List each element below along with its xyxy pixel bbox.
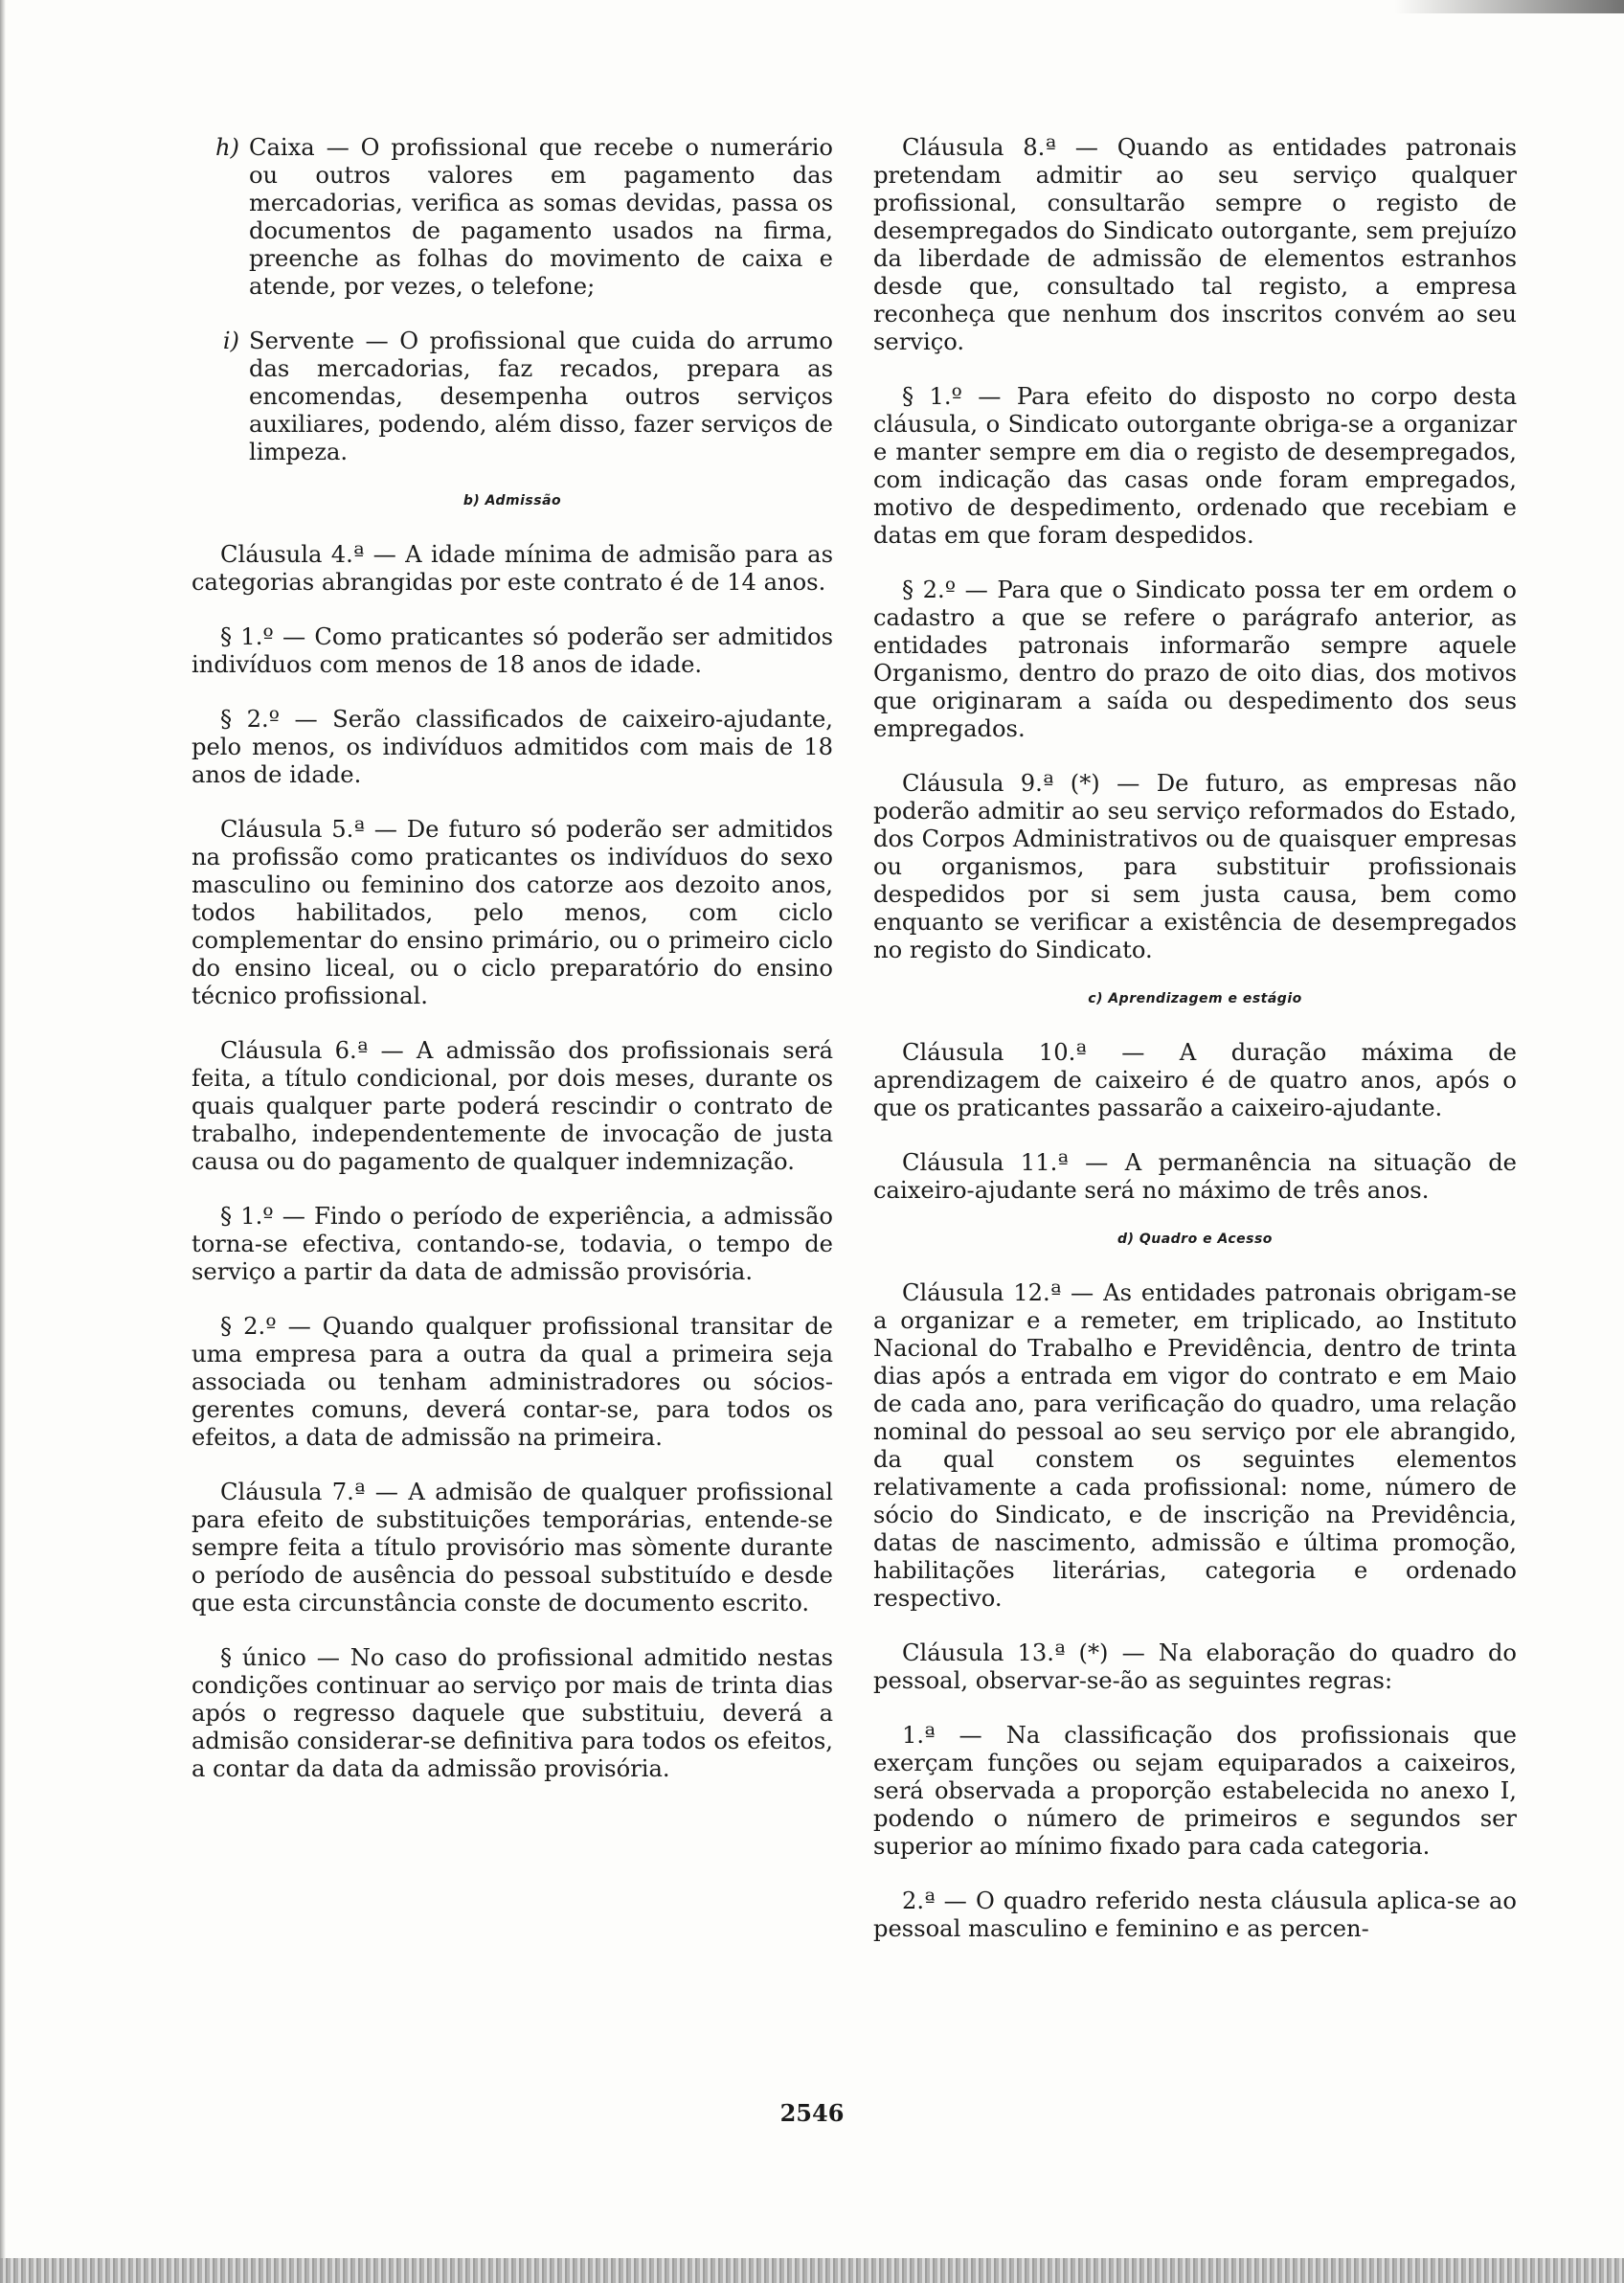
clause-paragraph: Cláusula 10.ª — A duração máxima de aprendizagem de caixeiro é de quatro anos, após o que os praticantes passarão a caixeiro-ajudante. xyxy=(873,1039,1517,1121)
clause-paragraph: Cláusula 7.ª — A admisão de qualquer profissional para efeito de substituições temporárias, entende-se sempre feita a título provisório mas sòmente durante o período de ausência do pessoal substituído e desde que esta circunstância conste de documento escrito. xyxy=(192,1479,833,1616)
clause-paragraph: § 1.º — Para efeito do disposto no corpo desta cláusula, o Sindicato outorgante obriga-se a organizar e manter sempre em dia o registo de desempregados, com indicação das casas onde foram empregados, motivo de despedimento, ordenado que recebiam e datas em que foram despedidos. xyxy=(873,383,1517,549)
scan-shadow xyxy=(1394,0,1624,13)
right-column xyxy=(873,134,1517,1970)
section-heading-admissao: b) Admissão xyxy=(462,493,562,509)
list-item-i xyxy=(192,328,833,466)
list-item-text: Servente — O profissional que cuida do arrumo das mercadorias, faz recados, prepara as encomendas, desempenha outros serviços auxiliares, podendo, além disso, fazer serviços de limpeza. xyxy=(249,328,833,465)
section-heading-quadro: d) Quadro e Acesso xyxy=(1117,1232,1273,1247)
page-number: 2546 xyxy=(779,2099,845,2127)
clause-paragraph: § único — No caso do profissional admitido nestas condições continuar ao serviço por mais de trinta dias após o regresso daquele que substituiu, deverá a admisão considerar-se definitiva para todos os efeitos, a contar da data da admissão provisória. xyxy=(192,1644,833,1782)
clause-paragraph: § 1.º — Findo o período de experiência, a admissão torna-se efectiva, contando-se, todavia, o tempo de serviço a partir da data de admissão provisória. xyxy=(192,1203,833,1285)
clause-paragraph: Cláusula 8.ª — Quando as entidades patronais pretendam admitir ao seu serviço qualquer profissional, consultarão sempre o registo de desempregados do Sindicato outorgante, sem prejuízo da liberdade de admissão de elementos estranhos desde que, consultado tal registo, a empresa reconheça que nenhum dos inscritos convém ao seu serviço. xyxy=(873,134,1517,355)
list-marker: i) xyxy=(222,328,239,354)
clause-paragraph: Cláusula 12.ª — As entidades patronais obrigam-se a organizar e a remeter, em triplicado, ao Instituto Nacional do Trabalho e Previdência, dentro de trinta dias após a entrada em vigor do contrato e em Maio de cada ano, para verificação do quadro, uma relação nominal do pessoal ao seu serviço por ele abrangido, da qual constem os seguintes elementos relativamente a cada profissional: nome, número de sócio do Sindicato, e de inscrição na Previdência, datas de nascimento, admissão e última promoção, habilitações literárias, categoria e ordenado respectivo. xyxy=(873,1279,1517,1612)
left-column xyxy=(192,134,833,1810)
section-heading-aprendizagem: c) Aprendizagem e estágio xyxy=(1088,991,1302,1006)
clause-paragraph: Cláusula 9.ª (*) — De futuro, as empresas não poderão admitir ao seu serviço reformados do Estado, dos Corpos Administrativos ou de quaisquer empresas ou organismos, para substituir profissionais despedidos por si sem justa causa, bem como enquanto se verificar a existência de desempregados no registo do Sindicato. xyxy=(873,770,1517,963)
list-item-text: Caixa — O profissional que recebe o numerário ou outros valores em pagamento das mercadorias, verifica as somas devidas, passa os documentos de pagamento usados na firma, preenche as folhas do movimento de caixa e atende, por vezes, o telefone; xyxy=(249,134,833,300)
clause-paragraph: Cláusula 5.ª — De futuro só poderão ser admitidos na profissão como praticantes os indivíduos do sexo masculino ou feminino dos catorze aos dezoito anos, todos habilitados, pelo menos, com ciclo complementar do ensino primário, ou o primeiro ciclo do ensino liceal, ou o ciclo preparatório do ensino técnico profissional. xyxy=(192,816,833,1009)
scan-shadow xyxy=(0,2258,1624,2283)
clause-paragraph: Cláusula 4.ª — A idade mínima de admisão para as categorias abrangidas por este contrato é de 14 anos. xyxy=(192,541,833,596)
clause-paragraph: Cláusula 11.ª — A permanência na situação de caixeiro-ajudante será no máximo de três anos. xyxy=(873,1149,1517,1204)
list-marker: h) xyxy=(214,134,239,161)
clause-paragraph: § 1.º — Como praticantes só poderão ser admitidos indivíduos com menos de 18 anos de idade. xyxy=(192,623,833,678)
clause-paragraph: Cláusula 13.ª (*) — Na elaboração do quadro do pessoal, observar-se-ão as seguintes regras: xyxy=(873,1639,1517,1694)
clause-paragraph: 1.ª — Na classificação dos profissionais que exerçam funções ou sejam equiparados a caixeiros, será observada a proporção estabelecida no anexo I, podendo o número de primeiros e segundos ser superior ao mínimo fixado para cada categoria. xyxy=(873,1722,1517,1860)
clause-paragraph: § 2.º — Quando qualquer profissional transitar de uma empresa para a outra da qual a primeira seja associada ou tenham administradores ou sócios-gerentes comuns, deverá contar-se, para todos os efeitos, a data de admissão na primeira. xyxy=(192,1313,833,1451)
list-item-h xyxy=(192,134,833,301)
clause-paragraph: § 2.º — Para que o Sindicato possa ter em ordem o cadastro a que se refere o parágrafo anterior, as entidades patronais informarão sempre aquele Organismo, dentro do prazo de oito dias, dos motivos que originaram a saída ou despedimento dos seus empregados. xyxy=(873,576,1517,742)
scan-edge xyxy=(0,0,6,2283)
clause-paragraph: Cláusula 6.ª — A admissão dos profissionais será feita, a título condicional, por dois meses, durante os quais qualquer parte poderá rescindir o contrato de trabalho, independentemente de invocação de justa causa ou do pagamento de qualquer indemnização. xyxy=(192,1037,833,1175)
clause-paragraph: 2.ª — O quadro referido nesta cláusula aplica-se ao pessoal masculino e feminino e as percen- xyxy=(873,1887,1517,1942)
clause-paragraph: § 2.º — Serão classificados de caixeiro-ajudante, pelo menos, os indivíduos admitidos com mais de 18 anos de idade. xyxy=(192,706,833,788)
